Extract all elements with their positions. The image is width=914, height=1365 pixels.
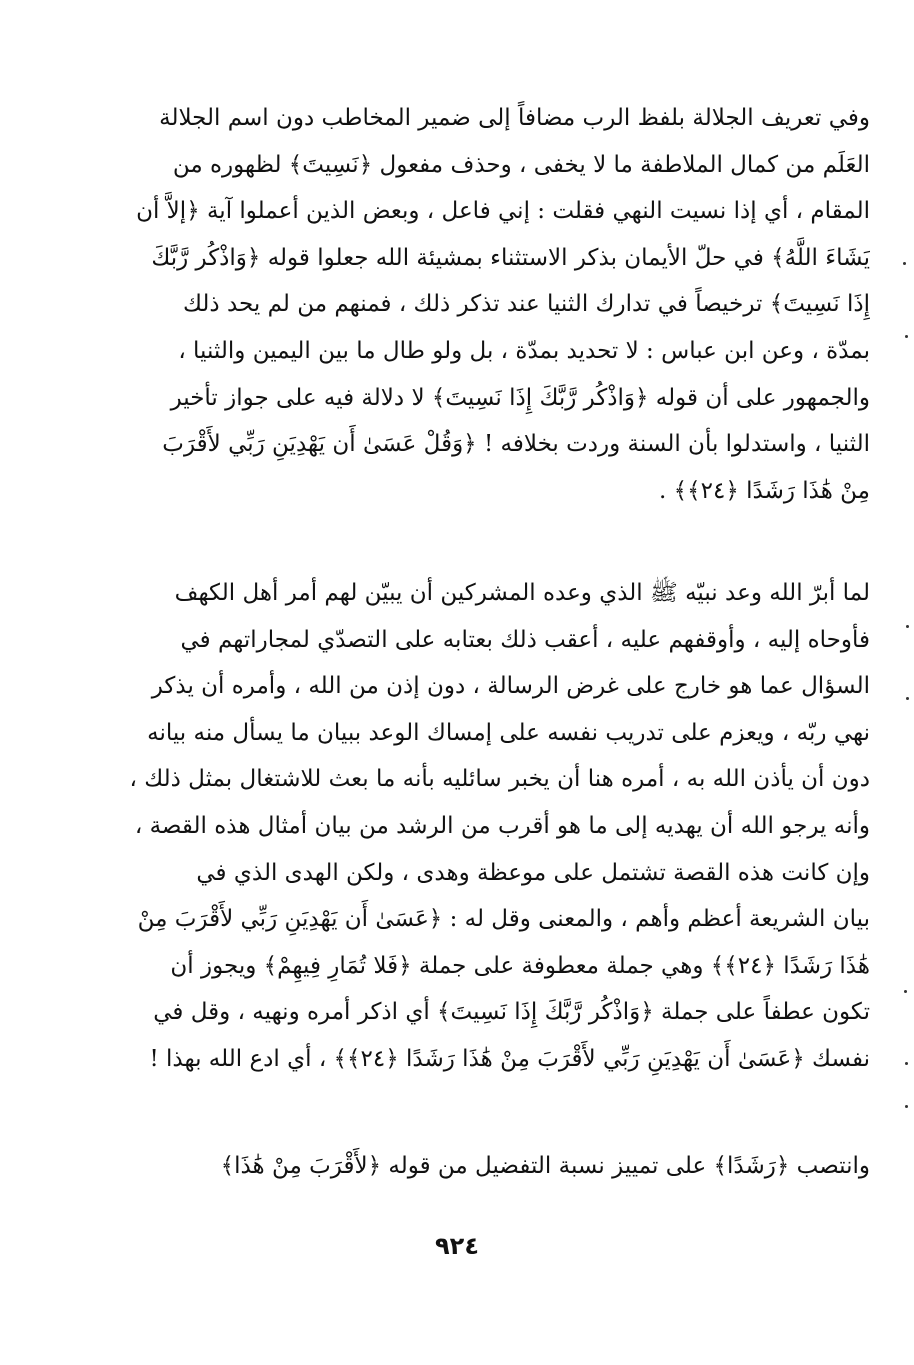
text-line: نهي ربّه ، ويعزم على تدريب نفسه على إمساك الوعد ببيان ما يسأل منه بيانه: [147, 719, 870, 746]
scan-mark: [906, 697, 909, 700]
text-line: لما أبرّ الله وعد نبيّه ﷺ الذي وعده المشركين أن يبيّن لهم أمر أهل الكهف: [174, 580, 870, 606]
paragraph-2: [118, 570, 870, 1083]
text-line: تكون عطفاً على جملة ﴿وَاذْكُر رَّبَّكَ إِذَا نَسِيتَ﴾ أي اذكر أمره ونهيه ، وقل في: [153, 999, 870, 1026]
text-line: إِذَا نَسِيتَ﴾ ترخيصاً في تدارك الثنيا عند تذكر ذلك ، فمنهم من لم يحد ذلك: [183, 291, 870, 318]
page-number: ٩٢٤: [435, 1232, 479, 1260]
text-line: الثنيا ، واستدلوا بأن السنة وردت بخلافه ! ﴿وَقُلْ عَسَىٰ أَن يَهْدِيَنِ رَبِّي لأَقْرَبَ: [162, 431, 870, 458]
scan-mark: [904, 990, 907, 993]
text-line: العَلَم من كمال الملاطفة ما لا يخفى ، وحذف مفعول ﴿نَسِيتَ﴾ لظهوره من: [172, 151, 870, 178]
paragraph-3: [118, 1143, 870, 1190]
text-line: فأوحاه إليه ، وأوقفهم عليه ، أعقب ذلك بعتابه على التصدّي لمجاراتهم في: [180, 626, 870, 653]
text-line: والجمهور على أن قوله ﴿وَاذْكُر رَّبَّكَ إِذَا نَسِيتَ﴾ لا دلالة فيه على جواز تأخير: [170, 384, 870, 411]
text-line: بيان الشريعة أعظم وأهم ، والمعنى وقل له : ﴿عَسَىٰ أَن يَهْدِيَنِ رَبِّي لأَقْرَبَ مِنْ: [137, 906, 870, 933]
text-line: وأنه يرجو الله أن يهديه إلى ما هو أقرب من الرشد من بيان أمثال هذه القصة ،: [134, 812, 870, 839]
text-line: نفسك ﴿عَسَىٰ أَن يَهْدِيَنِ رَبِّي لأَقْرَبَ مِنْ هَٰذَا رَشَدًا ﴿٢٤﴾﴾ ، أي ادع الله بهذا !: [149, 1045, 870, 1072]
text-line: هَٰذَا رَشَدًا ﴿٢٤﴾﴾ وهي جملة معطوفة على جملة ﴿فَلا تُمَارِ فِيهِمْ﴾ ويجوز أن: [170, 952, 870, 979]
scan-mark: [906, 625, 909, 628]
scan-mark: [905, 1062, 908, 1065]
text-line: يَشَاءَ اللَّهُ﴾ في حلّ الأيمان بذكر الاستثناء بمشيئة الله جعلوا قوله ﴿وَاذْكُر رَّبَّكَ: [151, 244, 870, 271]
scan-mark: [903, 262, 906, 265]
scan-mark: [905, 335, 908, 338]
text-line: دون أن يأذن الله به ، أمره هنا أن يخبر سائليه بأنه ما بعث للاشتغال بمثل ذلك ،: [129, 766, 870, 793]
text-line: وفي تعريف الجلالة بلفظ الرب مضافاً إلى ضمير المخاطب دون اسم الجلالة: [159, 105, 870, 131]
text-line: مِنْ هَٰذَا رَشَدًا ﴿٢٤﴾﴾ .: [659, 477, 870, 504]
text-line: المقام ، أي إذا نسيت النهي فقلت : إني فاعل ، وبعض الذين أعملوا آية ﴿إلاَّ أن: [136, 198, 870, 225]
scan-mark: [905, 1105, 908, 1108]
text-line: السؤال عما هو خارج على غرض الرسالة ، دون إذن من الله ، وأمره أن يذكر: [151, 673, 870, 700]
text-line: بمدّة ، وعن ابن عباس : لا تحديد بمدّة ، بل ولو طال ما بين اليمين والثنيا ،: [178, 337, 870, 364]
text-line: وإن كانت هذه القصة تشتمل على موعظة وهدى ، ولكن الهدى الذي في: [196, 859, 870, 886]
paragraph-1: [118, 95, 870, 514]
text-line: وانتصب ﴿رَشَدًا﴾ على تمييز نسبة التفضيل من قوله ﴿لأَقْرَبَ مِنْ هَٰذَا﴾: [220, 1153, 870, 1179]
